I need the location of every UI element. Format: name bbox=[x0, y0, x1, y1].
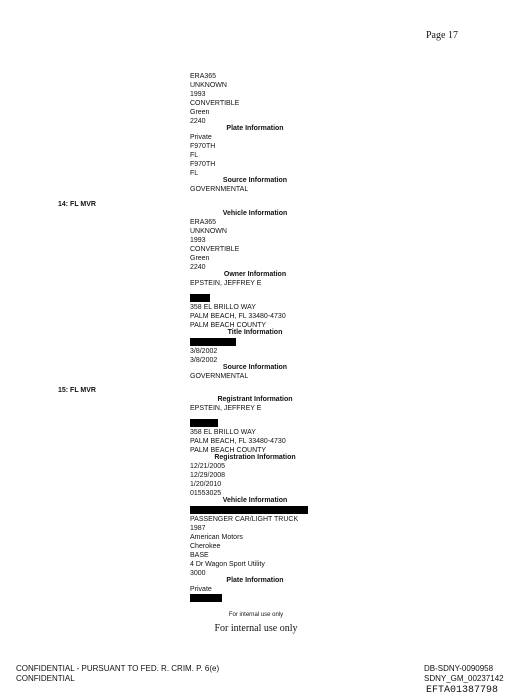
redaction-block bbox=[190, 506, 308, 514]
redaction-block bbox=[190, 338, 236, 346]
section-header: Registration Information bbox=[214, 454, 296, 461]
section-header: Source Information bbox=[222, 177, 288, 184]
internal-use-note: For internal use only bbox=[214, 623, 298, 634]
section-header: Title Information bbox=[227, 329, 283, 336]
internal-use-note: For internal use only bbox=[228, 612, 284, 618]
footer-confidential-line: CONFIDENTIAL bbox=[16, 674, 75, 683]
footer-left bbox=[16, 664, 219, 684]
footer-confidential-line: CONFIDENTIAL - PURSUANT TO FED. R. CRIM. P. 6(e) bbox=[16, 664, 220, 673]
bates-number: DB-SDNY-0090958 bbox=[424, 664, 494, 673]
redaction-block bbox=[190, 594, 222, 602]
section-title: 15: FL MVR bbox=[58, 387, 96, 394]
page-number: Page 17 bbox=[426, 30, 458, 41]
footer-right bbox=[424, 664, 504, 684]
section-title: 14: FL MVR bbox=[58, 201, 96, 208]
redaction-block bbox=[190, 419, 218, 427]
section-header: Vehicle Information bbox=[222, 210, 288, 217]
section-header: Owner Information bbox=[223, 271, 287, 278]
section-header: Plate Information bbox=[226, 577, 284, 584]
redaction-block bbox=[190, 294, 210, 302]
section-header: Registrant Information bbox=[217, 396, 293, 403]
bates-number: SDNY_GM_00237142 bbox=[424, 674, 504, 683]
section-header: Vehicle Information bbox=[222, 497, 288, 504]
section-header: Source Information bbox=[222, 364, 288, 371]
efta-number: EFTA01387798 bbox=[426, 685, 499, 696]
section-header: Plate Information bbox=[226, 125, 284, 132]
